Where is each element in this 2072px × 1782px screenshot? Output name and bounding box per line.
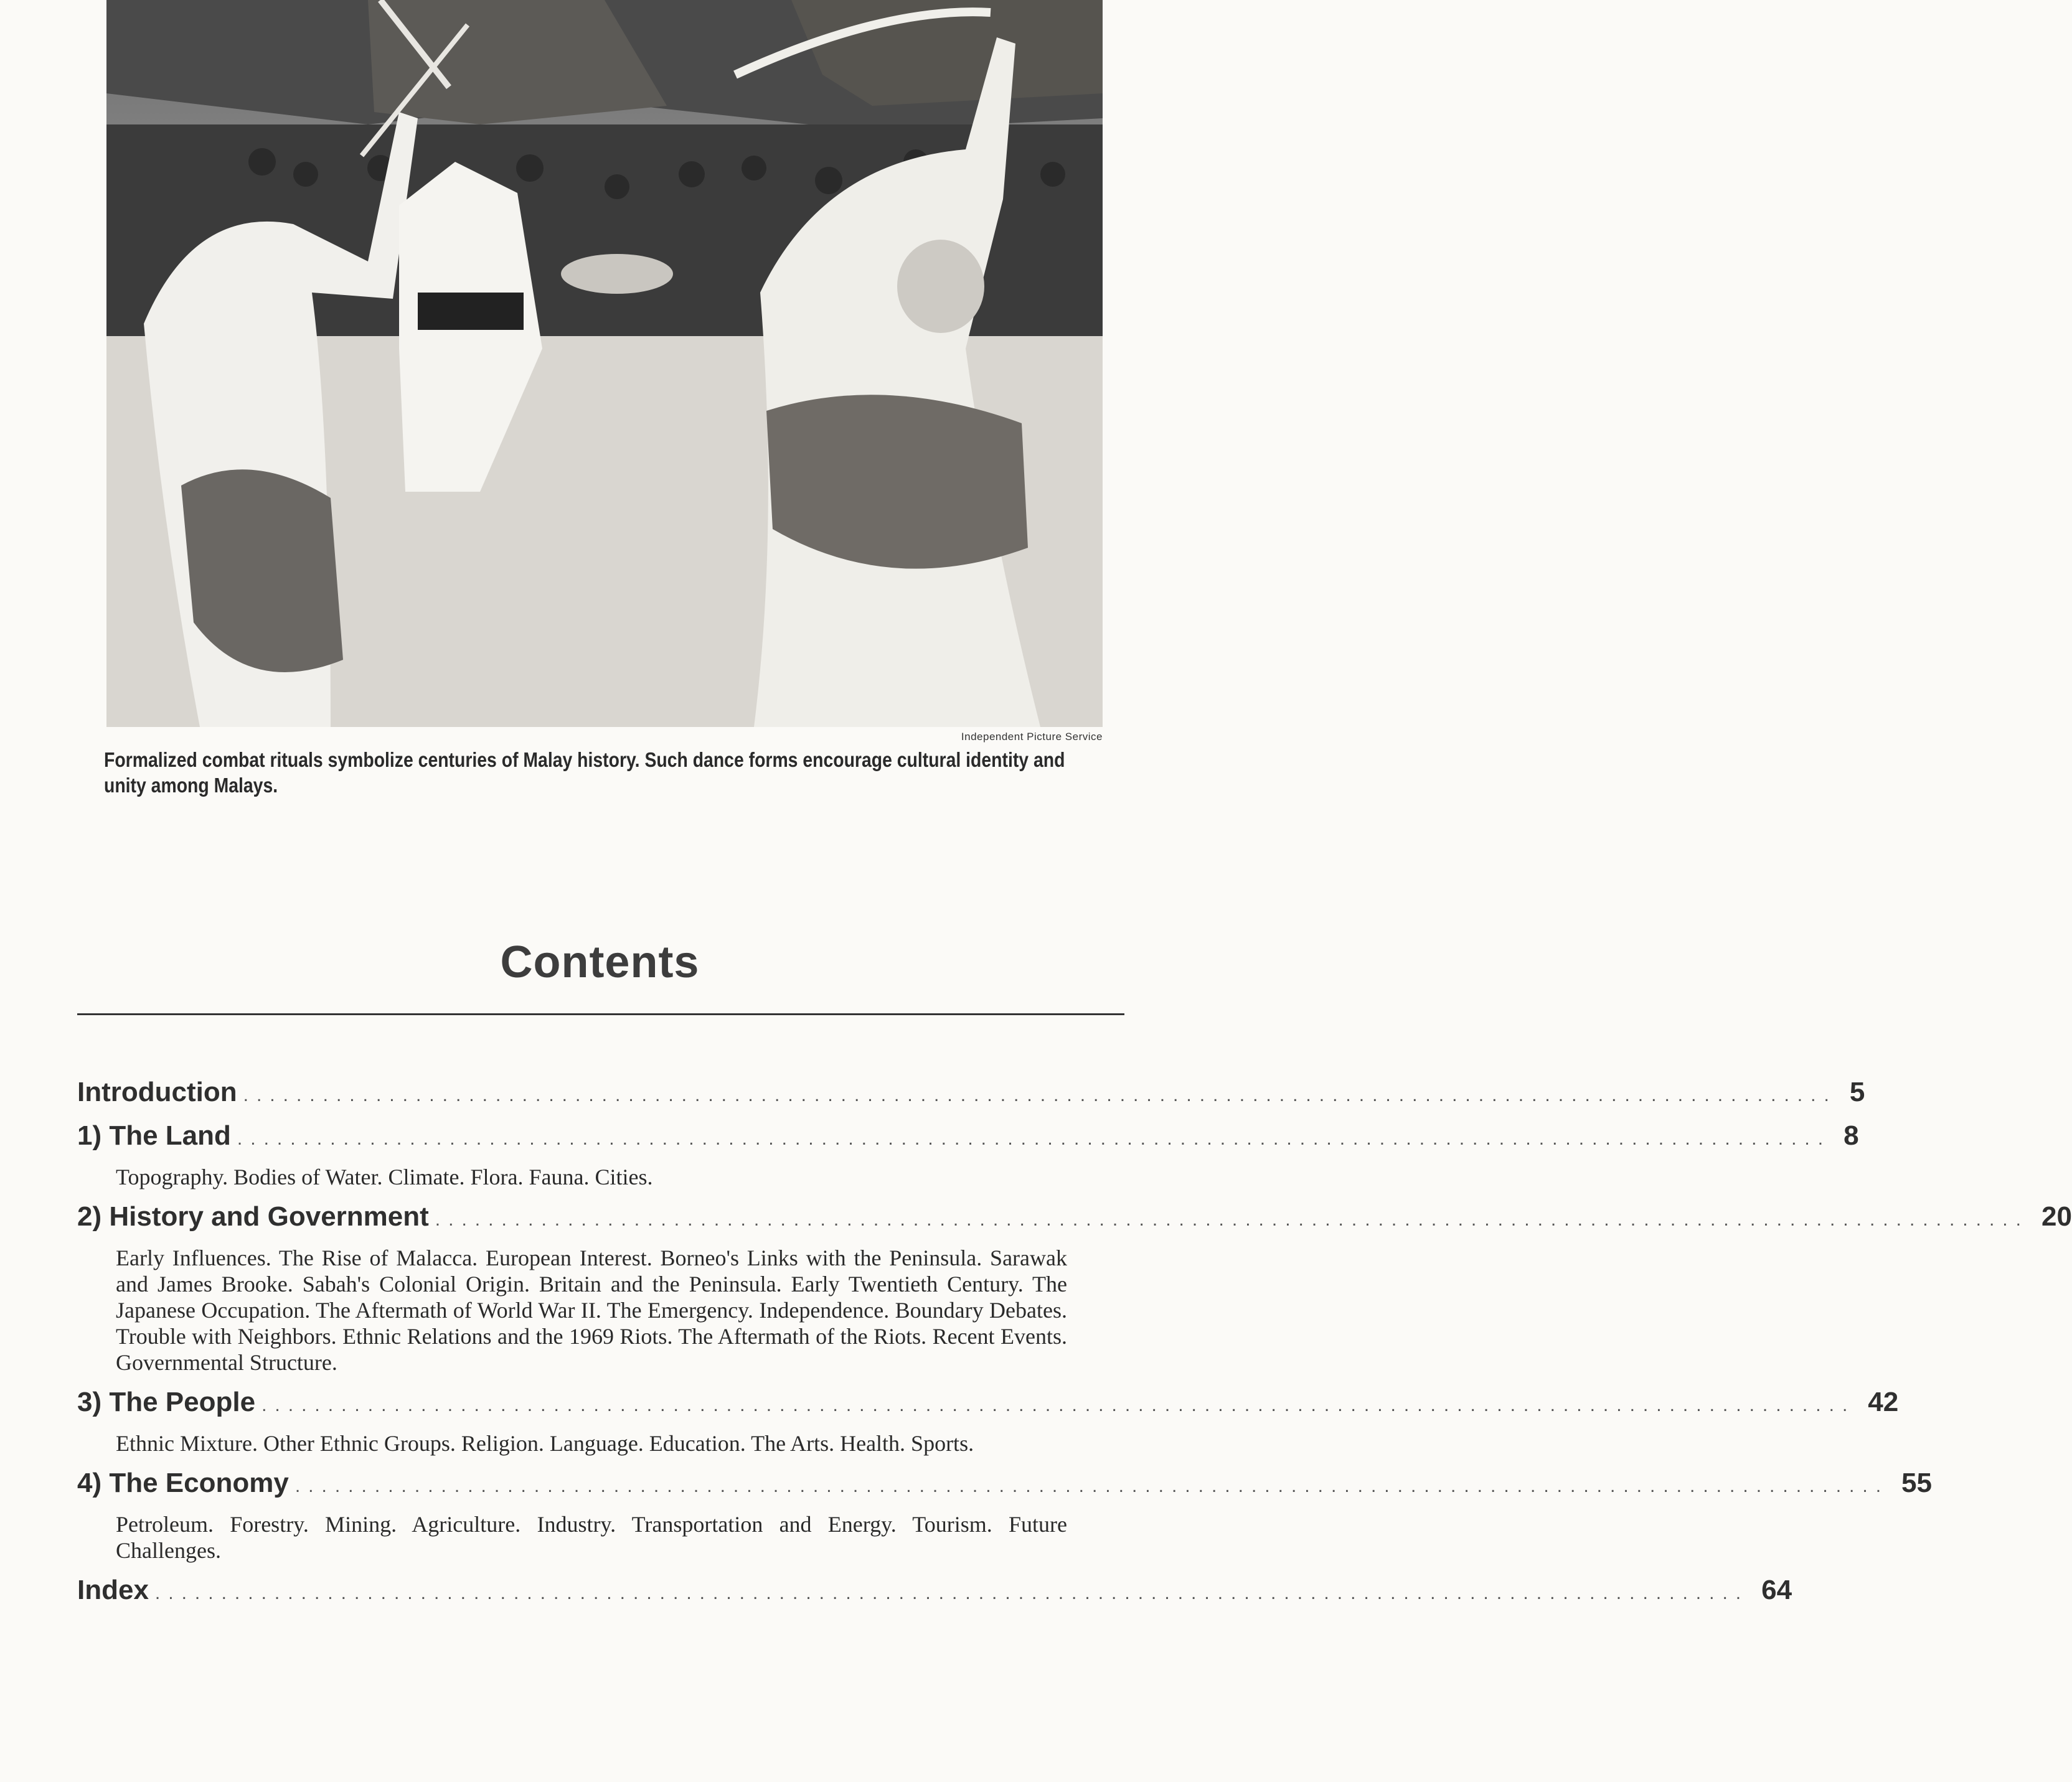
toc-entry-history-and-government <box>77 1201 2072 1376</box>
toc-entry-the-people <box>77 1387 1899 1456</box>
toc-description: Petroleum. Forestry. Mining. Agriculture. Industry. Transportation and Energy. Tourism. Future Challenges. <box>116 1512 1067 1563</box>
toc-line <box>77 1387 1899 1430</box>
toc-page-number: 5 <box>1849 1077 1865 1107</box>
toc-page-number: 55 <box>1901 1468 1932 1498</box>
toc-title: Introduction <box>77 1077 237 1107</box>
toc-page-number: 20 <box>2041 1201 2072 1232</box>
heading-divider <box>77 1013 1124 1015</box>
toc-entry-introduction <box>77 1077 1865 1120</box>
toc-entry-index <box>77 1575 1792 1618</box>
dot-leader: ........................................................................................................................ <box>261 1395 1856 1415</box>
toc-line <box>77 1201 2072 1245</box>
photo-caption: Formalized combat rituals symbolize centuries of Malay history. Such dance forms encourage cultural identity and unity among Malays. <box>104 748 1065 797</box>
toc-line <box>77 1120 1859 1164</box>
toc-entry-the-land <box>77 1120 1859 1190</box>
toc-line <box>77 1077 1865 1120</box>
dot-leader: ........................................................................................................................ <box>435 1209 2029 1230</box>
dot-leader: ........................................................................................................................ <box>243 1085 1837 1105</box>
toc-description: Early Influences. The Rise of Malacca. European Interest. Borneo's Links with the Peninsula. Sarawak and James Brooke. Sabah's Colonial Origin. Britain and the Peninsula. Early Twentieth Century. The Japanese Occupation. The Aftermath of World War II. The Emergency. Independence. Boundary Debates. Trouble with Neighbors. Ethnic Relations and the 1969 Riots. The Aftermath of the Riots. Recent Events. Governmental Structure. <box>116 1245 1067 1375</box>
toc-title: Index <box>77 1575 149 1605</box>
toc-page-number: 8 <box>1844 1120 1859 1151</box>
toc-entry-the-economy <box>77 1468 1932 1564</box>
toc-title: 2) History and Government <box>77 1201 429 1232</box>
combat-dance-photo <box>106 0 1103 727</box>
contents-heading: Contents <box>500 937 700 987</box>
dot-leader: ........................................................................................................................ <box>154 1583 1749 1603</box>
toc-description: Topography. Bodies of Water. Climate. Flora. Fauna. Cities. <box>116 1165 653 1189</box>
toc-description: Ethnic Mixture. Other Ethnic Groups. Religion. Language. Education. The Arts. Health. Sports. <box>116 1431 974 1456</box>
toc-page-number: 64 <box>1761 1575 1792 1605</box>
toc-title: 1) The Land <box>77 1120 231 1151</box>
toc-line <box>77 1468 1932 1511</box>
toc-line <box>77 1575 1792 1618</box>
photo-illustration <box>106 0 1103 727</box>
toc-title: 3) The People <box>77 1387 256 1417</box>
dot-leader: ........................................................................................................................ <box>294 1476 1890 1496</box>
photo-credit: Independent Picture Service <box>961 731 1103 743</box>
dot-leader: ........................................................................................................................ <box>237 1128 1832 1149</box>
toc-title: 4) The Economy <box>77 1468 289 1498</box>
table-of-contents <box>77 1077 2072 1618</box>
toc-page-number: 42 <box>1868 1387 1899 1417</box>
